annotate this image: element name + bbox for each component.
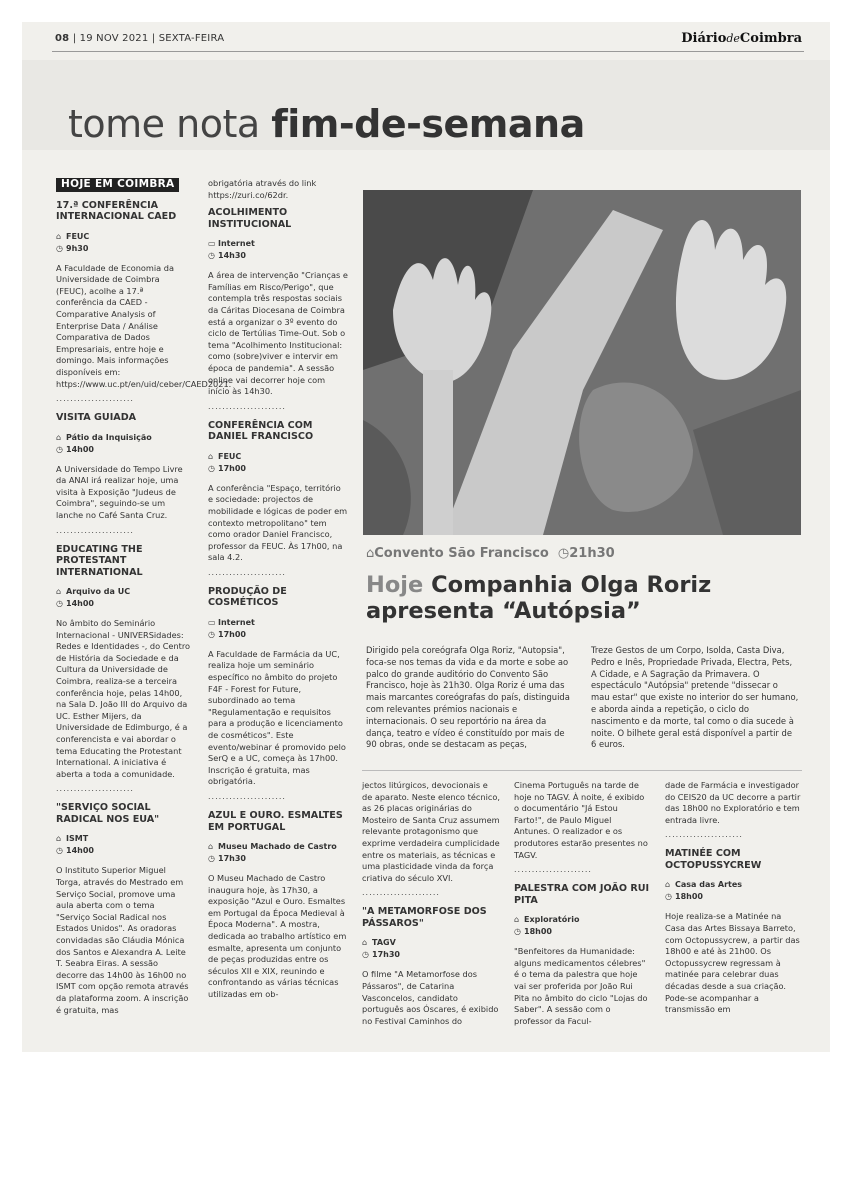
event-time: ◷ 17h00 [208,629,246,639]
event-place: ⌂ TAGV [362,938,396,948]
event-text: Hoje realiza-se a Matinée na Casa das Artes Bissaya Barreto, com Octopussycrew, a partir das 18h00 e até às 21h00. Os Octopussycrew regressam à matinée para celebrar duas décadas desde a sua criação. Pode-se acompanhar a transmissão em [665,911,800,1015]
newspaper-logo [681,31,802,46]
column-2 [208,178,348,1007]
separator-dots: ...................... [208,567,286,577]
logo-part-1: Diário [681,31,727,46]
section-banner [68,102,585,146]
house-icon: ⌂ [56,432,62,442]
separator-dots: ...................... [56,784,134,794]
column-3 [362,780,500,1033]
headline-hoje: Hoje [366,572,424,598]
house-icon: ⌂ [362,938,368,948]
event-time: ◷ 9h30 [56,243,89,253]
event-text: No âmbito do Seminário Internacional - UNIVERSidades: Redes e Identidades -, do Centro de História da Sociedade e da Cultura da Universidade de Coimbra, realiza-se a terceira conferência hoje, pelas 14h00, na Sala D. João III do Arquivo da UC. Esther Mijers, da Universidade de Edimburgo, é a conferencista e vai abordar o tema Educating the Protestant International. A iniciativa é aberta a toda a comunidade. [56,618,191,779]
page-folio: 08 | 19 NOV 2021 | SEXTA-FEIRA [55,33,225,44]
event-title: 17.ª CONFERÊNCIA INTERNACIONAL CAED [56,199,177,223]
event-place: ⌂ Exploratório [514,915,580,925]
clock-icon: ◷ [514,927,521,937]
monitor-icon: ▭ [208,239,216,249]
event-title: "A METAMORFOSE DOS PÁSSAROS" [362,906,487,929]
event-text: O Instituto Superior Miguel Torga, através do Mestrado em Serviço Social, promove uma aula aberta com o tema "Serviço Social Radical nos Estados Unidos". As oradoras convidadas são Cláudia Mónica dos Santos e Alexandra A. Leite T. Seabra Eiras. A sessão decorre das 14h00 às 16h00 no ISMT com opção remota através da plataforma zoom. A inscrição é gratuita, mas [56,865,189,1015]
separator-dots: ...................... [514,865,592,875]
event-place: ⌂ Pátio da Inquisição [56,432,152,442]
event-title: "SERVIÇO SOCIAL RADICAL NOS EUA" [56,802,160,825]
feature-photo [363,190,801,535]
event-title: EDUCATING THE PROTESTANT INTERNATIONAL [56,543,143,578]
clock-icon: ◷ [208,251,215,261]
event-text: A área de intervenção "Crianças e Famílias em Risco/Perigo", que contempla três respostas sociais da Cáritas Diocesana de Coimbra está a organizar o 3º evento do ciclo de Tertúlias Time-Out. Sob o tema "Acolhimento Institucional: como (sobre)viver e intervir em época de pandemia". A sessão online vai decorrer hoje com início às 14h30. [208,270,348,397]
event-time: ◷ 14h00 [56,846,94,856]
feature-meta [366,546,615,561]
event-place: ⌂ ISMT [56,834,89,844]
separator-dots: ...................... [665,830,743,840]
logo-part-2: de [726,32,740,45]
house-icon: ⌂ [366,546,375,561]
column-5 [665,780,801,1022]
event-title: MATINÉE COM OCTOPUSSYCREW [665,848,762,871]
house-icon: ⌂ [208,451,214,461]
page-number: 08 [55,33,70,44]
event-text: A Universidade do Tempo Livre da ANAI irá realizar hoje, uma visita à Exposição "Judeus de Coimbra", seguindo-se um lanche no Café Santa Cruz. [56,463,183,520]
event-title: VISITA GUIADA [56,412,137,424]
event-time: ◷ 14h00 [56,599,94,609]
event-title: PRODUÇÃO DE COSMÉTICOS [208,585,287,609]
continued-text: Cinema Português na tarde de hoje no TAGV. À noite, é exibido o documentário "Já Estou Farto!", de Paulo Miguel Antunes. O realizador e os produtores estarão presentes no TAGV. [514,780,648,860]
clock-icon: ◷ [362,950,369,960]
feature-time: 21h30 [569,546,615,561]
event-title: CONFERÊNCIA COM DANIEL FRANCISCO [208,419,314,443]
event-place: ⌂ Arquivo da UC [56,587,131,597]
separator-dots: ...................... [56,394,134,404]
house-icon: ⌂ [665,880,671,890]
event-place: ▭ Internet [208,239,255,249]
header-rule [52,51,804,52]
event-place: ⌂ FEUC [56,231,90,241]
page-weekday: SEXTA-FEIRA [158,33,225,44]
clock-icon: ◷ [208,629,215,639]
event-time: ◷ 18h00 [514,927,552,937]
event-time: ◷ 18h00 [665,892,703,902]
clock-icon: ◷ [56,846,63,856]
clock-icon: ◷ [208,463,215,473]
feature-place: Convento São Francisco [374,546,549,561]
headline-text: Companhia Olga Roriz apresenta “Autópsia” [366,572,712,624]
event-time: ◷ 17h00 [208,463,246,473]
continued-text: obrigatória através do link https://zuri.co/62dr. [208,178,317,200]
feature-lead-right: Treze Gestos de um Corpo, Isolda, Casta Diva, Pedro e Inês, Propriedade Privada, Electra, Pets, A Cidade, e A Sagração da Primavera. O espectáculo "Autópsia" pretende "dissecar o mau estar" que existe no interior do ser humano, e aborda ainda a repetição, o ciclo do nascimento e da morte, tal como o dia sucede à noite. O bilhete geral está disponível a partir de 6 euros. [591,645,799,750]
event-text: A conferência "Espaço, território e sociedade: projectos de mobilidade e lógicas de poder em contexto metropolitano" tem como orador Daniel Francisco, professor da FEUC. Às 17h00, na sala 4.2. [208,482,348,563]
event-time: ◷ 17h30 [362,950,400,960]
event-title: PALESTRA COM JOÃO RUI PITA [514,883,650,906]
logo-part-3: Coimbra [739,31,802,46]
event-title: AZUL E OURO. ESMALTES EM PORTUGAL [208,810,343,833]
clock-icon: ◷ [557,546,570,561]
section-label: HOJE EM COIMBRA [56,178,179,192]
event-place: ⌂ Casa das Artes [665,880,743,890]
house-icon: ⌂ [208,842,214,851]
feature-lead-left: Dirigido pela coreógrafa Olga Roriz, "Autopsia", foca-se nos temas da vida e da morte e sobe ao palco do grande auditório do Convento São Francisco, hoje às 21h30. Olga Roriz é uma das mais marcantes coreógrafas do país, distinguida com relevantes prémios nacionais e internacionais. O seu reportório na área da dança, teatro e vídeo é constituído por mais de 90 obras, onde se destacam as peças, [366,645,570,750]
separator-dots: ...................... [208,792,286,801]
continued-text: jectos litúrgicos, devocionais e de aparato. Neste elenco técnico, as 26 placas originárias do Mosteiro de Santa Cruz assumem relevante protagonismo que exprime verdadeira cumplicidade entre os materiais, as técnicas e uma plasticidade vinda da força criativa do século XVI. [362,780,500,883]
banner-light: tome nota [68,102,260,146]
column-4 [514,780,650,1033]
separator-dots: ...................... [56,525,134,535]
house-icon: ⌂ [56,587,62,597]
page-date: 19 NOV 2021 [79,33,149,44]
continued-text: dade de Farmácia e investigador do CEIS20 da UC decorre a partir das 18h00 no Exploratório e tem entrada livre. [665,780,801,825]
house-icon: ⌂ [514,915,520,925]
event-time: ◷ 14h00 [56,444,94,454]
feature-divider [362,770,802,771]
clock-icon: ◷ [665,892,672,902]
event-text: A Faculdade de Farmácia da UC, realiza hoje um seminário específico no âmbito do projeto F4F - Forest for Future, subordinado ao tema "Regulamentação e requisitos para a produção e licenciamento de cosméticos". Este evento/webinar é promovido pelo SerQ e a UC, começa às 17h00. Inscrição é gratuita, mas obrigatória. [208,648,346,787]
event-text: A Faculdade de Economia da Universidade de Coimbra (FEUC), acolhe a 17.ª conferência da CAED - Comparative Analysis of Enterprise Data / Análise Comparativa de Dados Empresariais, entre hoje e domingo. Mais informações disponíveis em: https://www.uc.pt/en/uid/ceber/CAED2021. [56,262,232,389]
event-text: O filme "A Metamorfose dos Pássaros", de Catarina Vasconcelos, candidato português aos Óscares, é exibido no Festival Caminhos do [362,969,499,1026]
feature-headline [366,572,796,624]
event-time: ◷ 17h30 [208,854,246,863]
house-icon: ⌂ [56,231,62,241]
banner-bold: fim-de-semana [271,102,585,146]
event-time: ◷ 14h30 [208,251,246,261]
clock-icon: ◷ [208,854,215,863]
event-text: O Museu Machado de Castro inaugura hoje, às 17h30, a exposição "Azul e Ouro. Esmaltes em Portugal da Época Medieval à Época Moderna". A mostra, dedicada ao trabalho artístico em esmalte, apresenta um conjunto de peças produzidas entre os séculos XII e XIX, reunindo e confrontando as várias técnicas utilizadas em ob- [208,873,347,999]
separator-dots: ...................... [362,888,440,898]
separator-dots: ...................... [208,401,286,411]
clock-icon: ◷ [56,243,63,253]
house-icon: ⌂ [56,834,62,844]
event-text: "Benfeitores da Humanidade: alguns medicamentos célebres" é o tema da palestra que hoje vai ser proferida por João Rui Pita no âmbito do ciclo "Lojas do Saber". A sessão com o professor da Facul- [514,946,648,1026]
clock-icon: ◷ [56,444,63,454]
event-place: ▭ Internet [208,617,255,627]
monitor-icon: ▭ [208,617,216,627]
event-place: ⌂ Museu Machado de Castro [208,842,337,851]
event-place: ⌂ FEUC [208,451,242,461]
event-title: ACOLHIMENTO INSTITUCIONAL [208,207,292,230]
dancers-hands-image [363,190,801,535]
clock-icon: ◷ [56,599,63,609]
